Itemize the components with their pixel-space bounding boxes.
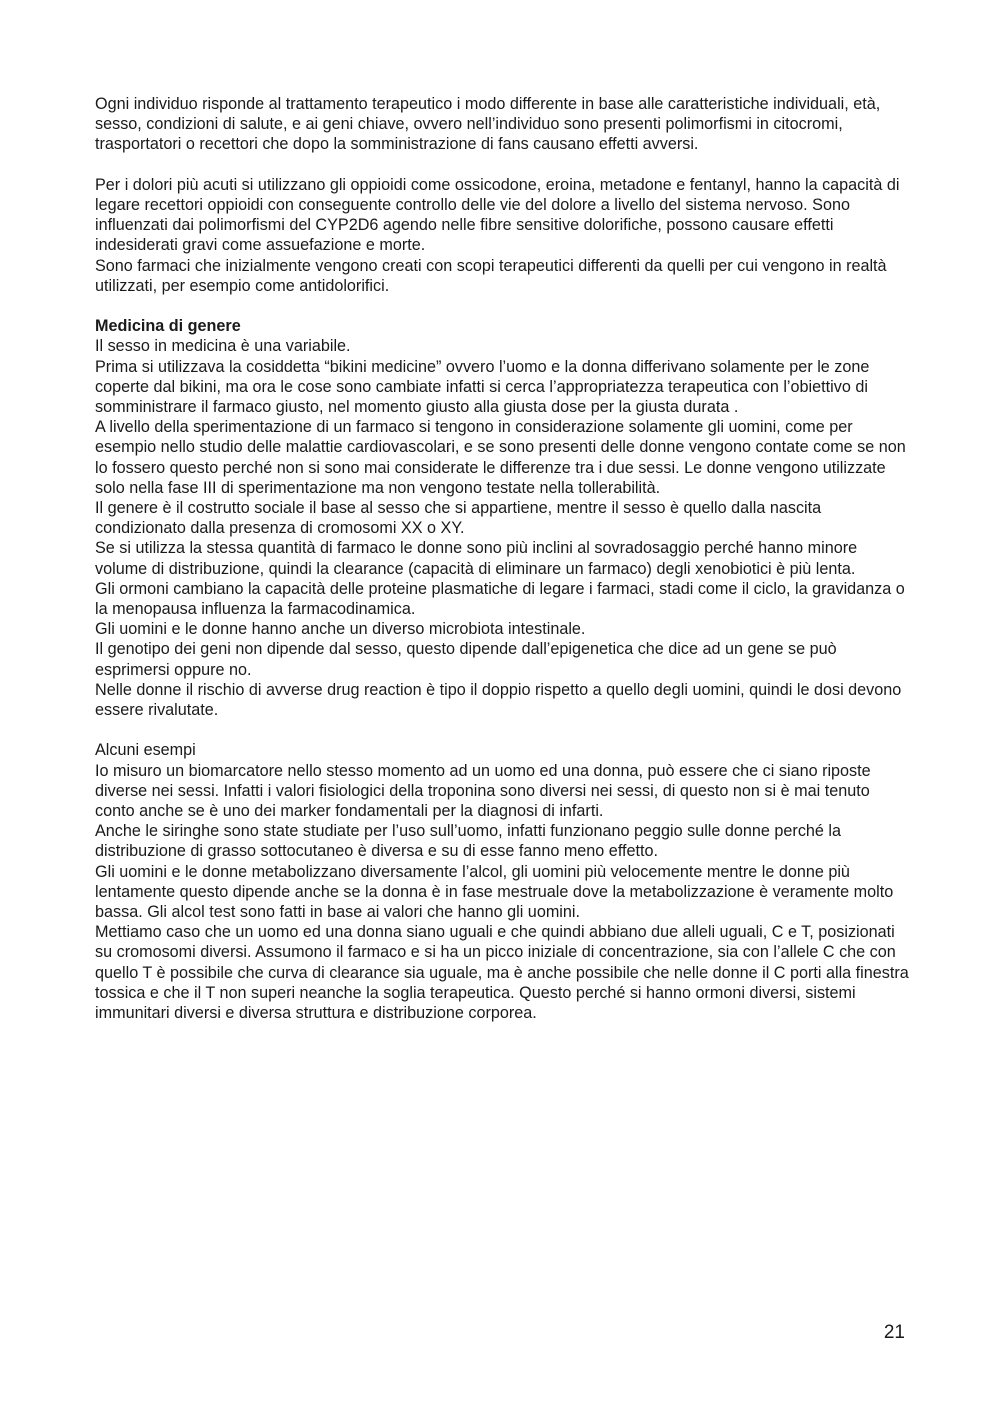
intro-paragraph-3: Sono farmaci che inizialmente vengono creati con scopi terapeutici differenti da quelli per cui vengono in realtà utilizzati, per esempio come antidolorifici. <box>95 256 887 295</box>
gender-paragraph: Il sesso in medicina è una variabile. <box>95 337 351 356</box>
gender-paragraph: A livello della sperimentazione di un farmaco si tengono in considerazione solamente gli uomini, come per esempio nello studio delle malattie cardiovascolari, e se sono presenti delle donne vengono contate come se non lo fossero questo perché non si sono mai considerate le differenze tra i due sessi. Le donne vengono utilizzate solo nella fase III di sperimentazione ma non vengono testate nella tollerabilità. <box>95 418 906 497</box>
gender-paragraph: Il genotipo dei geni non dipende dal sesso, questo dipende dall’epigenetica che dice ad un gene se può esprimersi oppure no. <box>95 640 837 679</box>
gender-paragraph: Gli ormoni cambiano la capacità delle proteine plasmatiche di legare i farmaci, stadi come il ciclo, la gravidanza o la menopausa influenza la farmacodinamica. <box>95 579 905 619</box>
examples-paragraph: Io misuro un biomarcatore nello stesso momento ad un uomo ed una donna, può essere che ci siano riposte diverse nei sessi. Infatti i valori fisiologici della troponina sono diversi nei sessi, di questo non si è mai tenuto conto anche se è uno dei marker fondamentali per la diagnosi di infarti. <box>95 761 871 821</box>
gender-paragraph: Se si utilizza la stessa quantità di farmaco le donne sono più inclini al sovradosaggio perché hanno minore volume di distribuzione, quindi la clearance (capacità di eliminare un farmaco) degli xenobiotici è più lenta. <box>95 539 858 578</box>
gender-paragraph: Il genere è il costrutto sociale il base al sesso che si appartiene, mentre il sesso è quello dalla nascita condizionato dalla presenza di cromosomi XX o XY. <box>95 499 822 538</box>
paragraph-gap <box>95 155 910 175</box>
gender-paragraph: Gli uomini e le donne hanno anche un diverso microbiota intestinale. <box>95 620 586 639</box>
section-heading-examples: Alcuni esempi <box>95 741 196 760</box>
intro-paragraph-2: Per i dolori più acuti si utilizzano gli oppioidi come ossicodone, eroina, metadone e fentanyl, hanno la capacità di legare recettori oppioidi con conseguente controllo delle vie del dolore a livello del sistema nervoso. Sono influenzati dai polimorfismi del CYP2D6 agendo nelle fibre sensitive dolorifiche, possono causare effetti indesiderati gravi come assuefazione e morte. <box>95 175 900 255</box>
paragraph-gap <box>95 720 910 740</box>
page-body <box>95 94 910 1023</box>
intro-paragraph-1: Ogni individuo risponde al trattamento terapeutico i modo differente in base alle caratteristiche individuali, età, sesso, condizioni di salute, e ai geni chiave, ovvero nell’individuo sono presenti polimorfismi in citocromi, trasportatori o recettori che dopo la somministrazione di fans causano effetti avversi. <box>95 95 881 154</box>
section-heading-gender: Medicina di genere <box>95 317 241 336</box>
paragraph-gap <box>95 296 910 316</box>
page-number: 21 <box>883 1322 905 1343</box>
gender-paragraph: Nelle donne il rischio di avverse drug reaction è tipo il doppio rispetto a quello degli uomini, quindi le dosi devono essere rivalutate. <box>95 680 902 720</box>
examples-paragraph: Anche le siringhe sono state studiate per l’uso sull’uomo, infatti funzionano peggio sulle donne perché la distribuzione di grasso sottocutaneo è diversa e su di esse fanno meno effetto. <box>95 822 842 861</box>
examples-paragraph: Gli uomini e le donne metabolizzano diversamente l’alcol, gli uomini più velocemente mentre le donne più lentamente questo dipende anche se la donna è in fase mestruale dove la metabolizzazione è veramente molto bassa. Gli alcol test sono fatti in base ai valori che hanno gli uomini. <box>95 862 894 922</box>
gender-paragraph: Prima si utilizzava la cosiddetta “bikini medicine” ovvero l’uomo e la donna differivano solamente per le zone coperte dal bikini, ma ora le cose sono cambiate infatti si cerca l’appropriatezza terapeutica con l’obiettivo di somministrare il farmaco giusto, nel momento giusto alla giusta dose per la giusta durata . <box>95 357 870 417</box>
examples-paragraph: Mettiamo caso che un uomo ed una donna siano uguali e che quindi abbiano due alleli uguali, C e T, posizionati su cromosomi diversi. Assumono il farmaco e si ha un picco iniziale di concentrazione, sia con l’allele C che con quello T è possibile che curva di clearance sia uguale, ma è anche possibile che nelle donne il C porti alla finestra tossica e che il T non superi neanche la soglia terapeutica. Questo perché si hanno ormoni diversi, sistemi immunitari diversi e diversa struttura e distribuzione corporea. <box>95 923 909 1023</box>
